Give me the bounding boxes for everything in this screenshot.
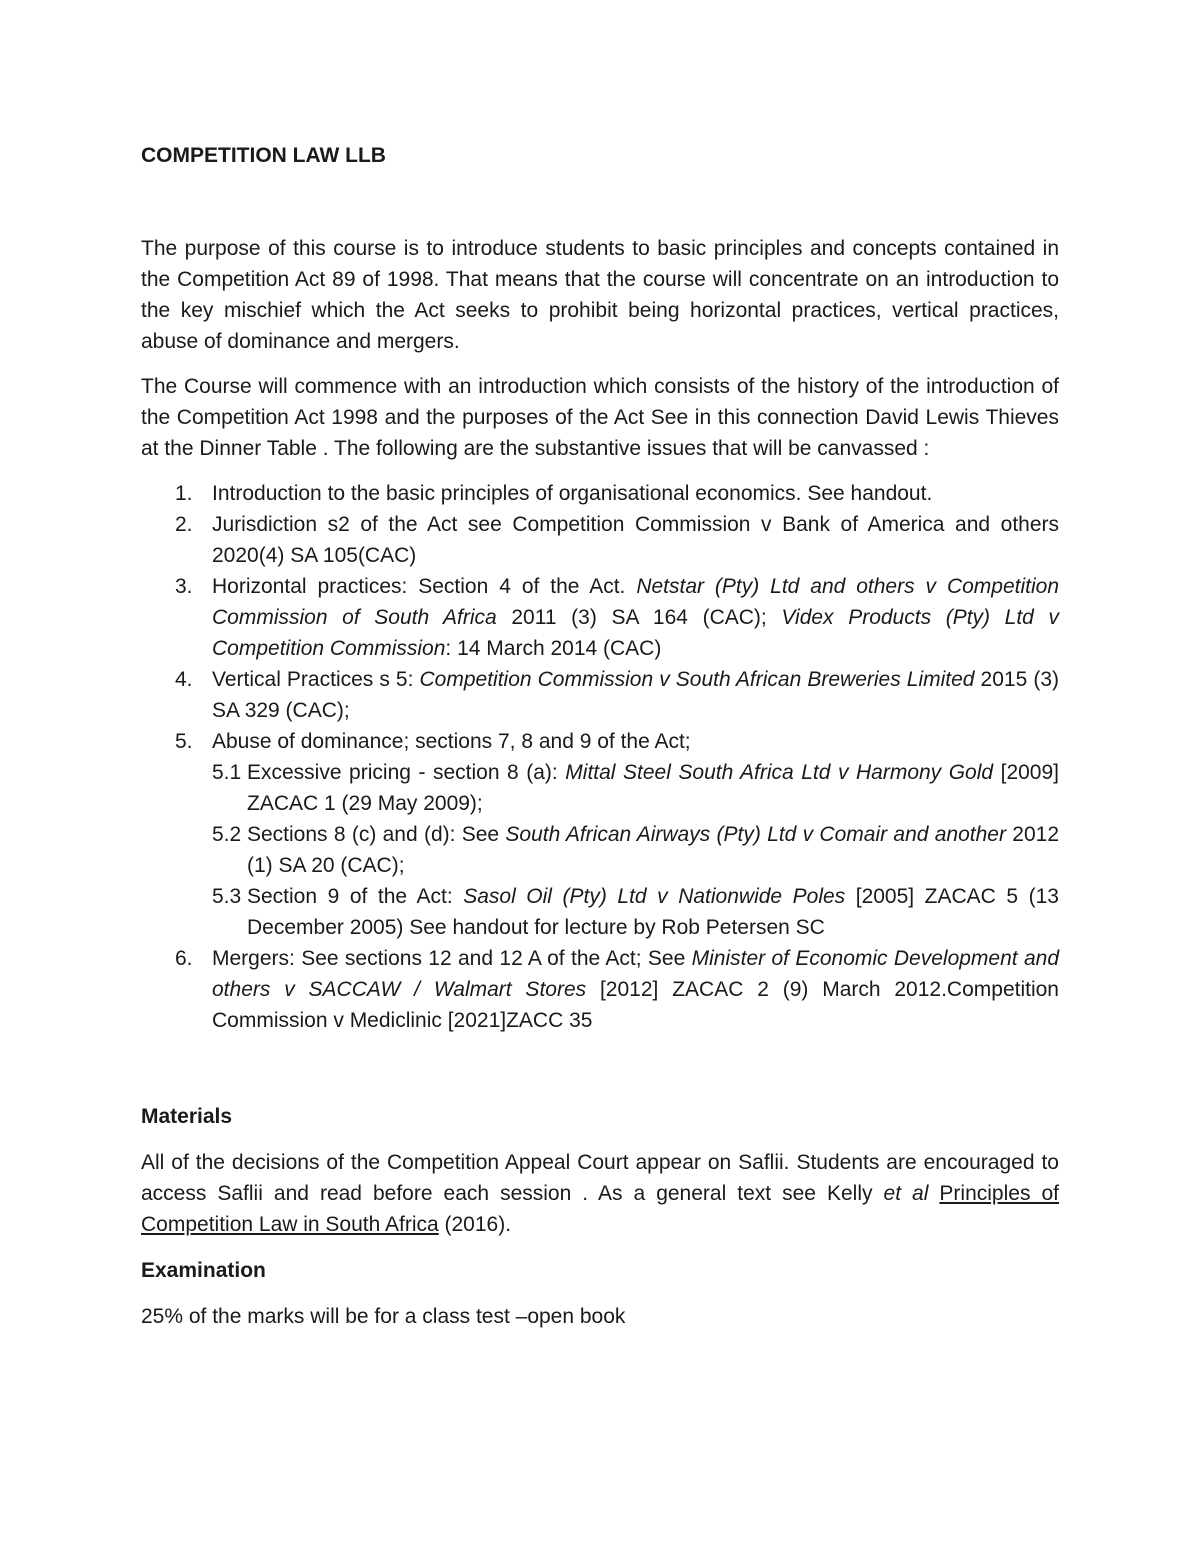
list-number: 3. bbox=[175, 575, 193, 598]
spacer-text bbox=[928, 1182, 939, 1205]
sub-list-item-text: Excessive pricing - section 8 (a): bbox=[247, 761, 566, 784]
citation: [2012] ZACAC 2 (9) March 2012.Competition Commission v Mediclinic [2021]ZACC 35 bbox=[212, 978, 1059, 1032]
materials-text: All of the decisions of the Competition Appeal Court appear on Saflii. Students are encouraged to access Saflii and read before each session . As a general text see Kelly bbox=[141, 1151, 1059, 1205]
list-number: 5. bbox=[175, 730, 193, 753]
citation: [2009] ZACAC 1 (29 May 2009); bbox=[247, 761, 1059, 815]
citation: 2011 (3) SA 164 (CAC); bbox=[496, 606, 782, 629]
list-number: 6. bbox=[175, 947, 193, 970]
list-item bbox=[141, 509, 1059, 571]
list-item bbox=[141, 571, 1059, 664]
intro-paragraph-2: The Course will commence with an introduction which consists of the history of the introduction of the Competition Act 1998 and the purposes of the Act See in this connection David Lewis Thieves at the Dinner Table . The following are the substantive issues that will be canvassed : bbox=[141, 375, 1059, 460]
citation: [2005] ZACAC 5 (13 December 2005) See handout for lecture by Rob Petersen SC bbox=[247, 885, 1059, 939]
list-item bbox=[141, 664, 1059, 726]
list-item bbox=[141, 943, 1059, 1036]
case-name: South African Airways (Pty) Ltd v Comair and another bbox=[505, 823, 1006, 846]
sub-list-number: 5.3 bbox=[212, 885, 242, 908]
citation: 2015 (3) SA 329 (CAC); bbox=[212, 668, 1059, 722]
document-page bbox=[141, 140, 1059, 1332]
sub-list-item-text: Section 9 of the Act: bbox=[247, 885, 464, 908]
materials-paragraph bbox=[141, 1147, 1059, 1240]
citation: 2012 (1) SA 20 (CAC); bbox=[247, 823, 1060, 877]
list-item bbox=[141, 726, 1059, 943]
list-number: 1. bbox=[175, 482, 193, 505]
sub-list-item bbox=[212, 881, 1059, 943]
sub-list-number: 5.1 bbox=[212, 761, 242, 784]
document-title: COMPETITION LAW LLB bbox=[141, 144, 386, 167]
sub-list-number: 5.2 bbox=[212, 823, 242, 846]
list-item-text: Vertical Practices s 5: bbox=[212, 668, 420, 691]
case-name: Sasol Oil (Pty) Ltd v Nationwide Poles bbox=[463, 885, 846, 908]
case-name: Netstar (Pty) Ltd and others v Competition Commission of South Africa bbox=[212, 575, 1060, 629]
list-item bbox=[141, 478, 1059, 509]
list-item-text: Jurisdiction s2 of the Act see Competition Commission v Bank of America and others 2020(4) SA 105(CAC) bbox=[212, 513, 1059, 567]
sub-list-item bbox=[212, 757, 1059, 819]
et-al: et al bbox=[883, 1182, 929, 1205]
list-item-text: Abuse of dominance; sections 7, 8 and 9 of the Act; bbox=[212, 730, 691, 753]
case-name: Mittal Steel South Africa Ltd v Harmony Gold bbox=[565, 761, 994, 784]
sub-list-item-text: Sections 8 (c) and (d): See bbox=[247, 823, 506, 846]
list-number: 2. bbox=[175, 513, 193, 536]
book-year: (2016). bbox=[438, 1213, 512, 1236]
case-name: Competition Commission v South African Breweries Limited bbox=[419, 668, 975, 691]
case-name: Minister of Economic Development and others v SACCAW / Walmart Stores bbox=[212, 947, 1059, 1001]
list-item-text: Mergers: See sections 12 and 12 A of the Act; See bbox=[212, 947, 692, 970]
list-item-text: Introduction to the basic principles of organisational economics. See handout. bbox=[212, 482, 933, 505]
sub-list-item bbox=[212, 819, 1059, 881]
intro-paragraph-1: The purpose of this course is to introduce students to basic principles and concepts contained in the Competition Act 89 of 1998. That means that the course will concentrate on an introduction to the key mischief which the Act seeks to prohibit being horizontal practices, vertical practices, abuse of dominance and mergers. bbox=[141, 237, 1059, 353]
citation: : 14 March 2014 (CAC) bbox=[445, 637, 662, 660]
list-item-text: Horizontal practices: Section 4 of the Act. bbox=[212, 575, 637, 598]
materials-heading: Materials bbox=[141, 1105, 233, 1128]
case-name: Videx Products (Pty) Ltd v Competition Commission bbox=[212, 606, 1059, 660]
issues-list bbox=[141, 478, 1059, 1036]
examination-heading: Examination bbox=[141, 1259, 266, 1282]
list-number: 4. bbox=[175, 668, 193, 691]
book-title: Principles of Competition Law in South Africa bbox=[141, 1182, 1059, 1236]
examination-text: 25% of the marks will be for a class test –open book bbox=[141, 1305, 626, 1328]
sub-list bbox=[212, 757, 1059, 943]
